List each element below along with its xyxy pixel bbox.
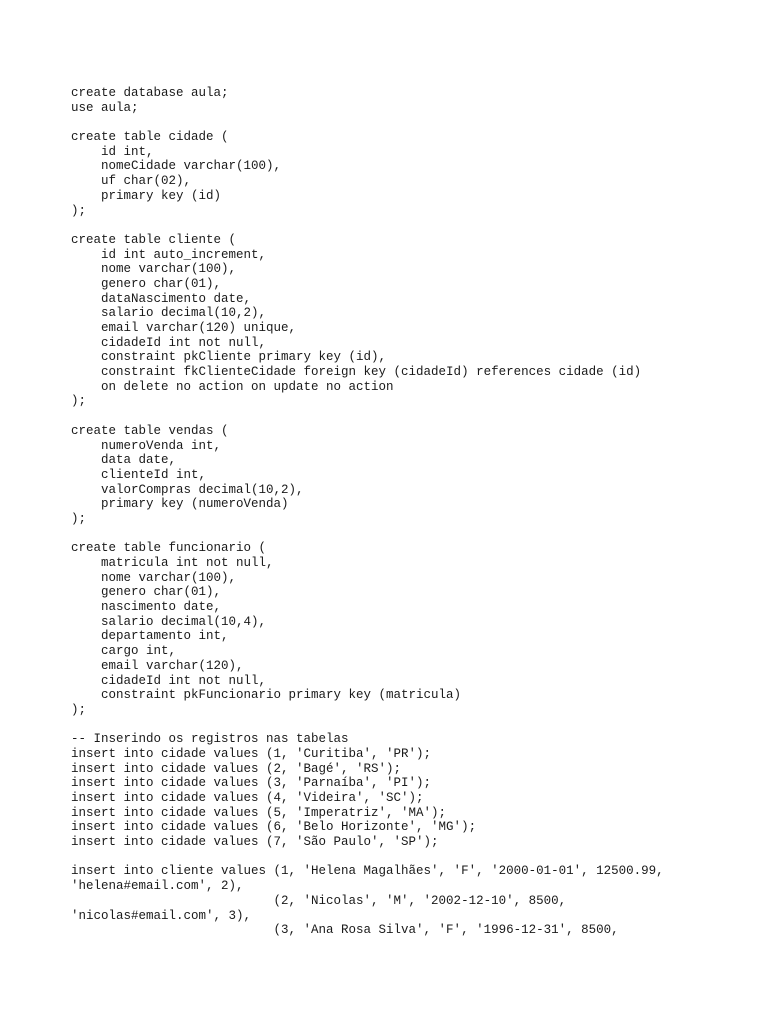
code-line: 'helena#email.com', 2),: [71, 879, 244, 894]
code-line: insert into cidade values (1, 'Curitiba', 'PR');: [71, 746, 432, 761]
code-line: on delete no action on update no action: [71, 379, 394, 394]
code-line: email varchar(120),: [71, 658, 244, 673]
code-line: 'nicolas#email.com', 3),: [71, 908, 252, 923]
code-line: valorCompras decimal(10,2),: [71, 482, 304, 497]
code-line: );: [71, 394, 87, 409]
code-line: create table funcionario (: [71, 541, 267, 556]
code-line: insert into cidade values (3, 'Parnaíba', 'PI');: [71, 776, 432, 791]
code-line: email varchar(120) unique,: [71, 321, 297, 335]
code-line: create table vendas (: [71, 423, 229, 438]
code-line: matricula int not null,: [71, 556, 274, 570]
code-line: numeroVenda int,: [71, 438, 222, 453]
code-line: genero char(01),: [71, 585, 222, 600]
code-line: clienteId int,: [71, 467, 207, 482]
code-line: insert into cidade values (2, 'Bagé', 'RS');: [71, 761, 402, 776]
code-line: primary key (id): [71, 188, 222, 203]
code-line: use aula;: [71, 100, 139, 115]
code-line: [71, 409, 664, 424]
code-line: cargo int,: [71, 644, 177, 659]
code-line: constraint pkCliente primary key (id),: [71, 350, 387, 365]
code-line: constraint pkFuncionario primary key (matricula): [71, 688, 462, 703]
code-line: (2, 'Nicolas', 'M', '2002-12-10', 8500,: [71, 893, 567, 908]
code-line: insert into cidade values (7, 'São Paulo', 'SP');: [71, 835, 439, 850]
code-line: departamento int,: [71, 629, 229, 644]
code-line: cidadeId int not null,: [71, 335, 267, 350]
code-line: insert into cidade values (5, 'Imperatriz', 'MA');: [71, 805, 447, 820]
code-line: uf char(02),: [71, 174, 192, 189]
code-line: [71, 718, 664, 733]
code-line: nome varchar(100),: [71, 570, 237, 585]
code-line: cidadeId int not null,: [71, 673, 267, 688]
code-line: [71, 218, 664, 233]
code-line: create table cliente (: [71, 232, 237, 247]
code-line: [71, 115, 664, 130]
code-comment: -- Inserindo os registros nas tabelas: [71, 732, 349, 747]
code-line: id int,: [71, 144, 154, 159]
code-line: insert into cliente values (1, 'Helena Magalhães', 'F', '2000-01-01', 12500.99,: [71, 864, 664, 879]
code-line: (3, 'Ana Rosa Silva', 'F', '1996-12-31', 8500,: [71, 923, 619, 938]
code-line: salario decimal(10,2),: [71, 306, 267, 321]
code-line: constraint fkClienteCidade foreign key (cidadeId) references cidade (id): [71, 365, 642, 380]
code-line: create database aula;: [71, 86, 229, 100]
code-line: primary key (numeroVenda): [71, 497, 289, 512]
code-line: insert into cidade values (6, 'Belo Horizonte', 'MG');: [71, 820, 477, 835]
code-line: );: [71, 702, 87, 717]
code-line: dataNascimento date,: [71, 291, 252, 306]
code-line: nascimento date,: [71, 600, 222, 615]
code-line: genero char(01),: [71, 276, 222, 291]
code-line: data date,: [71, 453, 177, 468]
code-line: );: [71, 511, 87, 526]
code-line: salario decimal(10,4),: [71, 614, 267, 629]
code-line: nome varchar(100),: [71, 262, 237, 277]
code-line: insert into cidade values (4, 'Videira', 'SC');: [71, 791, 424, 805]
code-line: create table cidade (: [71, 130, 229, 145]
code-line: nomeCidade varchar(100),: [71, 159, 282, 174]
code-line: [71, 527, 664, 542]
code-line: id int auto_increment,: [71, 247, 267, 262]
sql-code-block: [71, 86, 664, 938]
code-line: [71, 850, 664, 865]
code-line: );: [71, 203, 87, 218]
